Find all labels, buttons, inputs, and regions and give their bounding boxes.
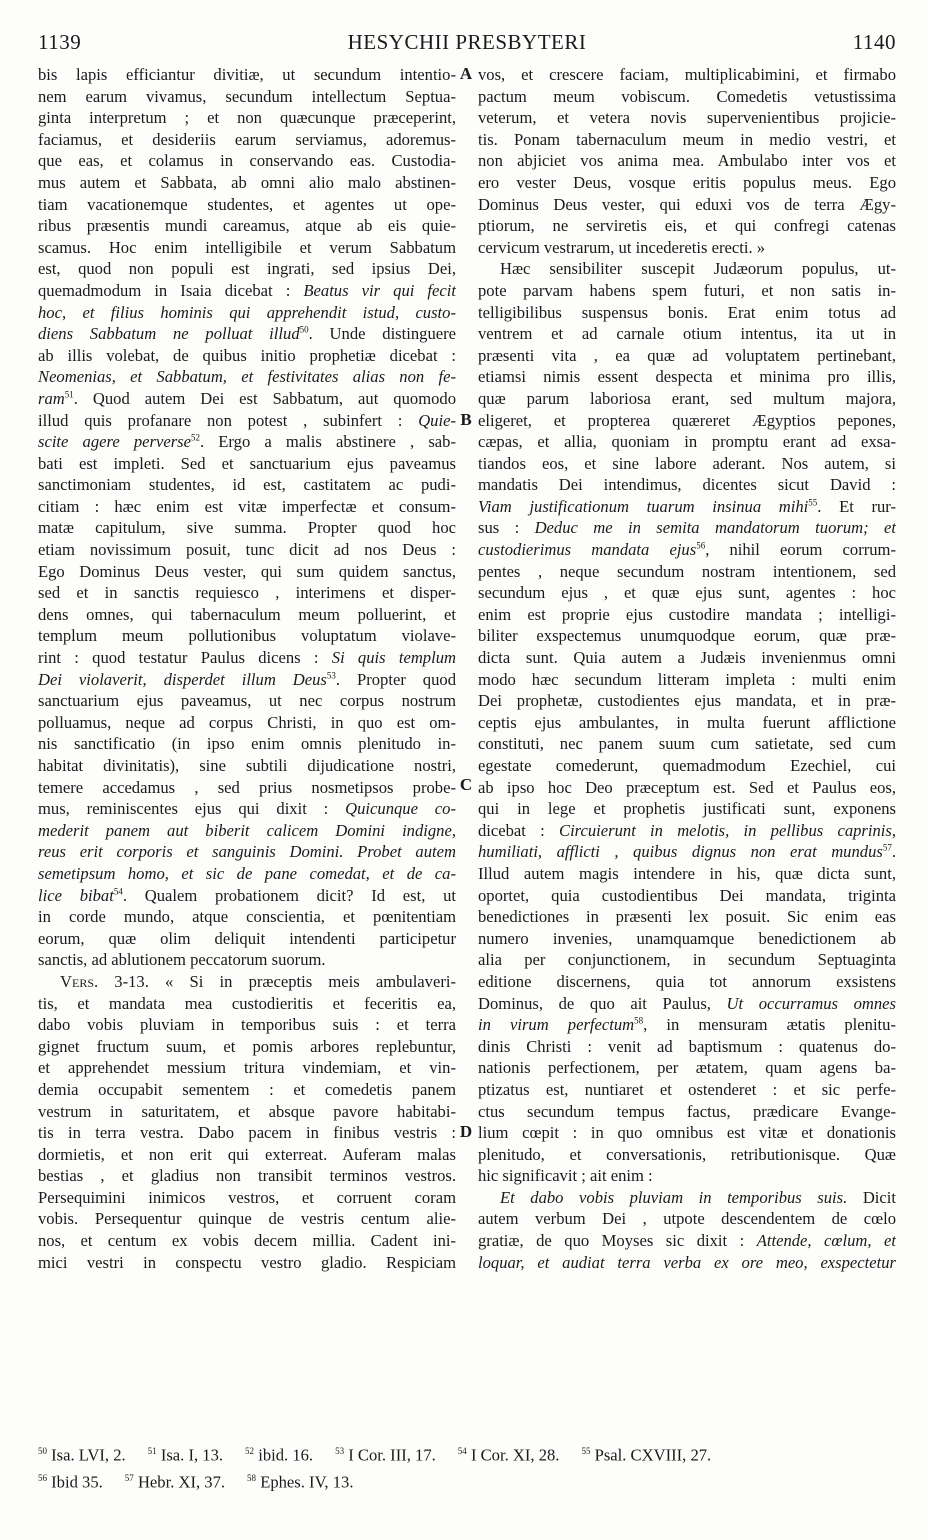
text-segment: dens omnes, qui tabernaculum meum polluerint, et xyxy=(38,604,456,624)
text-segment: etiam novissimum posuit, tunc dicit ad nos Deus : xyxy=(38,540,456,560)
text-segment: ero vester Deus, vosque eritis populus meus. Ego xyxy=(478,172,896,192)
text-segment: plenitudo, et conversationis, retributionisque. Quæ xyxy=(478,1144,896,1164)
text-line xyxy=(38,431,456,453)
text-segment: numero invenies, unamquamque benedictionem ab xyxy=(478,928,896,948)
text-segment: veterum, et vetera novis supervenientibus projicie- xyxy=(478,108,896,128)
text-line xyxy=(478,690,896,712)
text-line xyxy=(38,453,456,475)
footnote-text: ibid. 16. xyxy=(258,1445,314,1465)
text-line xyxy=(478,669,896,691)
text-segment: templum meum pollutionibus voluptatum violave- xyxy=(38,626,456,646)
footnote-ref: 57 xyxy=(882,842,892,853)
text-segment: . Et rur- xyxy=(817,496,896,516)
text-line xyxy=(38,1187,456,1209)
text-line xyxy=(38,474,456,496)
text-line xyxy=(38,582,456,604)
text-segment: loquar, et audiat terra verba ex ore meo, exspectetur xyxy=(478,1252,896,1272)
text-segment: matæ capitulum, sive summa. Propter quod hoc xyxy=(38,518,456,538)
text-segment: faciamus, et desideriis earum serviamus, adoremus- xyxy=(38,129,456,149)
text-segment: scamus. Hoc enim intelligibile et verum Sabbatum xyxy=(38,237,456,257)
footnote-number: 54 xyxy=(457,1446,467,1456)
text-segment: Dominus Deus vester, qui eduxi vos de terra Ægy- xyxy=(478,194,896,214)
text-line xyxy=(478,906,896,928)
text-segment: que eas, et colamus in conservando eas. Custodia- xyxy=(38,151,456,171)
footnote-ref: 50 xyxy=(299,324,309,335)
margin-marker-c: C xyxy=(459,775,473,794)
text-line xyxy=(478,712,896,734)
footnote xyxy=(458,1440,560,1467)
footnote-number: 52 xyxy=(245,1446,255,1456)
text-line xyxy=(478,798,896,820)
text-line xyxy=(38,539,456,561)
text-line xyxy=(38,604,456,626)
text-line xyxy=(38,1036,456,1058)
text-line xyxy=(478,971,896,993)
text-segment: ctus secundum tempus factus, prædicare Evange- xyxy=(478,1101,896,1121)
footnote xyxy=(581,1440,711,1467)
text-segment: cæpas, et allia, quoniam in promptu erant ad exsa- xyxy=(478,432,896,452)
text-line xyxy=(478,1101,896,1123)
text-segment: demia occupabit sementem : et comedetis panem xyxy=(38,1079,456,1099)
text-segment: Dei violaverit, disperdet illum Deus xyxy=(38,669,327,689)
text-segment: Deduc me in semita mandatorum tuorum; et xyxy=(534,518,896,538)
text-line xyxy=(38,625,456,647)
text-line xyxy=(478,1252,896,1274)
footnote-number: 51 xyxy=(147,1446,157,1456)
text-segment: sanctuarium ejus paveamus, ut nec corpus nostrum xyxy=(38,691,456,711)
text-line xyxy=(38,1144,456,1166)
text-line xyxy=(38,302,456,324)
footnote-ref: 55 xyxy=(808,497,818,508)
text-segment: illud quis profanare non potest , subinfert : xyxy=(38,410,419,430)
text-line xyxy=(38,949,456,971)
footnote xyxy=(247,1467,353,1494)
text-segment: hoc, et filius hominis qui apprehendit istud, custo- xyxy=(38,302,456,322)
text-line xyxy=(478,755,896,777)
text-line xyxy=(478,841,896,863)
text-segment: sanctis, ad ablutionem peccatorum suorum. xyxy=(38,950,326,970)
text-segment: dormietis, et non erit qui exterreat. Auferam malas xyxy=(38,1144,456,1164)
right-column xyxy=(478,64,896,1273)
text-line xyxy=(38,993,456,1015)
text-line xyxy=(38,669,456,691)
text-line xyxy=(478,863,896,885)
text-line xyxy=(478,150,896,172)
text-segment: reus erit corporis et sanguinis Domini. Probet autem xyxy=(38,842,456,862)
text-segment: editione discernens, quia tot annorum exsistens xyxy=(478,971,896,991)
text-segment: diens Sabbatum ne polluat illud xyxy=(38,324,300,344)
text-segment: et apprehendet messium tritura vindemiam, et vin- xyxy=(38,1058,456,1078)
text-segment: mus, reminiscentes ejus qui dixit : xyxy=(38,799,346,819)
text-segment: biliter exspectemus unumquodque eorum, quæ præ- xyxy=(478,626,896,646)
footnote-text: Isa. LVI, 2. xyxy=(51,1445,126,1465)
text-line xyxy=(38,820,456,842)
text-segment: in virum perfectum xyxy=(478,1015,635,1035)
text-segment: qui in lege et prophetis justificati sunt, exponens xyxy=(478,799,896,819)
text-segment: . Qualem probationem dicit? Id est, ut xyxy=(122,885,456,905)
text-segment: custodierimus mandata ejus xyxy=(478,540,697,560)
running-header xyxy=(38,30,896,60)
footnote-text: Isa. I, 13. xyxy=(160,1445,224,1465)
text-segment: dicta sunt. Quia autem a Judæis invenienmus omni xyxy=(478,648,896,668)
text-segment: Circuierunt in melotis, in pellibus caprinis, xyxy=(559,820,896,840)
text-segment: bis lapis efficiantur divitiæ, ut secundum intentio- xyxy=(38,65,456,84)
text-line xyxy=(478,993,896,1015)
text-line xyxy=(38,798,456,820)
text-segment: ptizatus est, nuntiaret et ostenderet : et sic perfe- xyxy=(478,1079,896,1099)
text-line xyxy=(478,885,896,907)
text-segment: polluamus, neque ad corpus Christi, in quo est om- xyxy=(38,712,456,732)
footnote-text: Ephes. IV, 13. xyxy=(260,1472,354,1492)
text-line xyxy=(478,539,896,561)
text-line xyxy=(38,410,456,432)
margin-marker-a: A xyxy=(459,64,473,83)
text-segment: 3-13. « Si in præceptis meis ambulaveri- xyxy=(98,971,456,991)
text-line xyxy=(478,410,896,432)
text-segment: dicebat : xyxy=(478,820,559,840)
text-segment: ventrem et ad carnale otium intentus, ita ut in xyxy=(478,324,896,344)
text-line xyxy=(38,971,456,993)
text-segment: Dominus, de quo ait Paulus, xyxy=(478,993,727,1013)
text-line xyxy=(38,86,456,108)
text-segment: sanctimoniam studentes, id est, castitatem ac pudi- xyxy=(38,475,456,495)
page-number-right: 1140 xyxy=(852,30,896,54)
text-line xyxy=(38,64,456,86)
text-line xyxy=(38,906,456,928)
text-line xyxy=(478,820,896,842)
text-segment: eorum, quæ olim deliquit intendenti participetur xyxy=(38,928,456,948)
text-segment: . Unde distinguere xyxy=(308,324,456,344)
text-segment: eligeret, et propterea quæreret Ægyptios pepones, xyxy=(478,410,896,430)
footnote-number: 58 xyxy=(247,1472,257,1483)
text-segment: hic significavit ; ait enim : xyxy=(478,1166,653,1186)
text-line xyxy=(38,1057,456,1079)
text-segment: ribus præsentis mundi careamus, atque ab eis quie- xyxy=(38,216,456,236)
text-segment: Et dabo vobis pluviam in temporibus suis. xyxy=(500,1187,848,1207)
text-segment: egestate comederunt, quemadmodum Ezechiel, cui xyxy=(478,756,896,775)
left-column xyxy=(38,64,456,1273)
text-segment: dabo vobis pluviam in temporibus suis : et terra xyxy=(38,1015,456,1035)
text-segment: præsenti vita , ea quæ ad voluptatem pertinebant, xyxy=(478,345,896,365)
footnote-line xyxy=(38,1440,896,1467)
text-segment: tis. Ponam tabernaculum meum in medio vestri, et xyxy=(478,129,896,149)
text-segment: nos, et centum ex vobis decem millia. Cadent ini- xyxy=(38,1231,456,1251)
text-segment: quemadmodum in Isaia dicebat : xyxy=(38,280,304,300)
text-line xyxy=(38,237,456,259)
text-segment: Viam justificationum tuarum insinua mihi xyxy=(478,496,809,516)
text-segment: etiamsi nimis essent despecta et minima pro illis, xyxy=(478,367,896,387)
text-line xyxy=(478,388,896,410)
text-line xyxy=(478,604,896,626)
footnote xyxy=(148,1440,223,1467)
text-segment: Beatus vir qui fecit xyxy=(303,280,456,300)
footnote-line xyxy=(38,1467,896,1494)
text-segment: Persequimini inimicos vestros, et corruent coram xyxy=(38,1187,456,1207)
text-segment: Quicunque co- xyxy=(345,799,456,819)
text-line xyxy=(38,1230,456,1252)
text-line xyxy=(38,129,456,151)
text-segment: ginta interpretum ; et non quæcunque præceperint, xyxy=(38,108,456,128)
text-line xyxy=(478,215,896,237)
text-segment: mederit panem aut biberit calicem Domini indigne, xyxy=(38,820,456,840)
text-segment: Attende, cœlum, et xyxy=(756,1231,896,1251)
text-segment: ab ipso hoc Deo præceptum est. Sed et Paulus eos, xyxy=(478,777,896,797)
text-segment: alia per conjunctionem, in secundum Septuaginta xyxy=(478,950,896,970)
text-segment: Neomenias, et Sabbatum, et festivitates alias non fe- xyxy=(38,367,456,387)
text-line xyxy=(38,517,456,539)
text-line xyxy=(478,323,896,345)
text-line xyxy=(478,1079,896,1101)
margin-marker-d: D xyxy=(459,1122,473,1141)
text-line xyxy=(478,517,896,539)
text-line xyxy=(478,1230,896,1252)
text-line xyxy=(38,885,456,907)
footnote xyxy=(38,1440,126,1467)
text-line xyxy=(478,474,896,496)
text-line xyxy=(478,172,896,194)
text-segment: humiliati, afflicti , quibus dignus non erat mundus xyxy=(478,842,883,862)
text-segment: nationis perfectionem, per ætatem, quam agens ba- xyxy=(478,1058,896,1078)
text-segment: ptiorum, ne serviretis eis, et qui confregi catenas xyxy=(478,216,896,236)
text-line xyxy=(38,1165,456,1187)
text-line xyxy=(38,647,456,669)
text-line xyxy=(38,388,456,410)
text-segment: non abjiciet vos anima mea. Ambulabo inter vos et xyxy=(478,151,896,171)
text-segment: bestias , et gladius non transibit terminos vestros. xyxy=(38,1166,456,1186)
text-segment: est, quod non populi est ingrati, sed ipsius Dei, xyxy=(38,259,456,279)
text-segment: lium cœpit : in quo omnibus est vitæ et donationis xyxy=(478,1123,896,1143)
text-segment: , in mensuram ætatis plenitu- xyxy=(643,1015,896,1035)
text-segment: nem earum vivamus, secundum intellectum Septua- xyxy=(38,86,456,106)
footnote xyxy=(335,1440,436,1467)
text-line xyxy=(38,690,456,712)
text-segment: Hæc sensibiliter suscepit Judæorum populus, ut- xyxy=(500,259,896,279)
text-line xyxy=(38,841,456,863)
text-line xyxy=(478,453,896,475)
text-segment: Ego Dominus Deus vester, qui sum quidem sanctus, xyxy=(38,561,456,581)
footnote-number: 55 xyxy=(581,1446,591,1456)
text-segment: cervicum vestrarum, ut incederetis erecti. » xyxy=(478,237,766,257)
text-segment: nis sanctificatio (in ipso enim omnis plenitudo in- xyxy=(38,734,456,754)
text-line xyxy=(38,280,456,302)
text-segment: vobis. Persequentur quinque de vestris centum alie- xyxy=(38,1209,456,1229)
text-line xyxy=(478,928,896,950)
footnote-ref: 51 xyxy=(64,389,74,400)
text-line xyxy=(478,366,896,388)
footnote-text: I Cor. III, 17. xyxy=(348,1445,436,1465)
text-line xyxy=(38,323,456,345)
text-line xyxy=(478,582,896,604)
text-line xyxy=(478,733,896,755)
text-line xyxy=(478,949,896,971)
footnote xyxy=(245,1440,313,1467)
footnote-text: Psal. CXVIII, 27. xyxy=(594,1445,712,1465)
text-line xyxy=(478,431,896,453)
footnote-ref: 53 xyxy=(326,670,336,681)
footnote-text: Hebr. XI, 37. xyxy=(137,1472,226,1492)
text-segment: dinis Christi : venit ad baptismum : quatenus do- xyxy=(478,1036,896,1056)
text-segment: pentes , neque secundum nostram intentionem, sed xyxy=(478,561,896,581)
footnote-number: 53 xyxy=(335,1446,345,1456)
text-segment: gratiæ, de quo Moyses sic dixit : xyxy=(478,1231,757,1251)
text-segment: Quie- xyxy=(418,410,456,430)
text-segment: Ut occurramus omnes xyxy=(726,993,896,1013)
text-line xyxy=(478,64,896,86)
text-line xyxy=(478,194,896,216)
text-segment: Vers. xyxy=(60,971,99,991)
text-segment: pactum meum vobiscum. Comedetis vetustissima xyxy=(478,86,896,106)
text-line xyxy=(38,561,456,583)
text-line xyxy=(38,1079,456,1101)
footnote-ref: 56 xyxy=(696,540,706,551)
text-line xyxy=(38,733,456,755)
text-segment: . Propter quod xyxy=(335,669,456,689)
text-segment: mandatis Dei intendimus, dicentes sicut David : xyxy=(478,475,896,495)
text-line xyxy=(38,1252,456,1274)
text-segment: telligibilibus suspensus bonis. Erat enim totus ad xyxy=(478,302,896,322)
text-segment: rint : quod testatur Paulus dicens : xyxy=(38,648,332,668)
text-segment: secundum ejus , et quæ ejus sunt, agentes : hoc xyxy=(478,583,896,603)
text-line xyxy=(478,1057,896,1079)
text-line xyxy=(478,1014,896,1036)
footnote xyxy=(125,1467,225,1494)
text-segment: in corde mundo, atque conscientia, et pœnitentiam xyxy=(38,907,456,927)
text-segment: temere accedamus , sed prius nosmetipsos probe- xyxy=(38,777,456,797)
text-line xyxy=(478,129,896,151)
text-segment: Illud autem magis intendere in his, quæ dicta sunt, xyxy=(478,863,896,883)
page-number-left: 1139 xyxy=(38,30,82,54)
footnotes xyxy=(38,1440,896,1493)
footnote-number: 56 xyxy=(38,1472,47,1483)
text-segment: tis, et mandata mea custodieritis et feceritis ea, xyxy=(38,993,456,1013)
text-line xyxy=(478,237,896,259)
text-segment: tiandos eos, et sine labore aderant. Nos autem, si xyxy=(478,453,896,473)
text-line xyxy=(38,928,456,950)
text-line xyxy=(478,625,896,647)
text-segment: bati est impleti. Sed et sanctuarium ejus paveamus xyxy=(38,453,456,473)
text-line xyxy=(38,712,456,734)
text-segment: . Quod autem Dei est Sabbatum, aut quomodo xyxy=(73,388,456,408)
text-line xyxy=(478,777,896,799)
text-line xyxy=(478,280,896,302)
text-segment: lice bibat xyxy=(38,885,114,905)
text-line xyxy=(38,215,456,237)
text-line xyxy=(478,302,896,324)
text-segment: quæ parum laboriosa erant, sed multum majora, xyxy=(478,388,896,408)
text-segment: semetipsum homo, et sic de pane comedat, et de ca- xyxy=(38,863,456,883)
text-segment: scite agere perverse xyxy=(38,432,191,452)
text-segment: vos, et crescere faciam, multiplicabimini, et firmabo xyxy=(478,65,896,84)
footnote-ref: 54 xyxy=(113,886,123,897)
footnote-text: Ibid 35. xyxy=(51,1472,103,1492)
text-segment: gignet fructum suum, et pomis arbores replebuntur, xyxy=(38,1036,456,1056)
text-line xyxy=(478,647,896,669)
text-line xyxy=(38,496,456,518)
text-segment: vestrum in saturitatem, et absque pavore habitabi- xyxy=(38,1101,456,1121)
text-segment: . xyxy=(891,842,896,862)
text-line xyxy=(478,1036,896,1058)
footnote-number: 50 xyxy=(38,1446,47,1456)
text-line xyxy=(38,1122,456,1144)
text-segment: pote parvam habens spem futuri, et non satis in- xyxy=(478,280,896,300)
text-line xyxy=(38,150,456,172)
text-segment: mici vestri in conspectu vestro gladio. Respiciam xyxy=(38,1252,456,1272)
text-segment: tiam vacationemque studentes, et agentes ut ope- xyxy=(38,194,456,214)
footnote-ref: 52 xyxy=(191,432,200,443)
text-line xyxy=(38,777,456,799)
text-segment: citiam : hæc enim est vitæ imperfectæ et consum- xyxy=(38,496,456,516)
text-line xyxy=(478,561,896,583)
text-segment: modo hæc secundum litteram impleta : multi enim xyxy=(478,669,896,689)
text-segment: sus : xyxy=(478,518,535,538)
text-line xyxy=(38,1208,456,1230)
text-line xyxy=(38,345,456,367)
text-segment: Si quis templum xyxy=(331,648,456,668)
text-segment: oportet, quia custodientibus Dei mandata, triginta xyxy=(478,885,896,905)
text-line xyxy=(38,863,456,885)
text-segment: enim est proprie ejus custodire mandata ; intelligi- xyxy=(478,604,896,624)
text-segment: constituti, nec panem suum cum satietate, sed cum xyxy=(478,734,896,754)
footnote-ref: 58 xyxy=(634,1015,644,1026)
footnote-text: I Cor. XI, 28. xyxy=(470,1445,560,1465)
text-segment: tis in terra vestra. Dabo pacem in finibus vestris : xyxy=(38,1123,456,1143)
text-line xyxy=(38,107,456,129)
text-segment: ceptis ejus ambulantes, in multa fuerunt afflictione xyxy=(478,712,896,732)
text-line xyxy=(478,345,896,367)
text-line xyxy=(38,366,456,388)
text-segment: . Ergo a malis abstinere , sab- xyxy=(200,432,456,452)
text-segment: sed et in sanctis requiesco , interimens et disper- xyxy=(38,583,456,603)
text-segment: ab illis volebat, de quibus initio prophetiæ dicebat : xyxy=(38,345,456,365)
text-segment: habitat divinitatis), sine subtili dijudicatione nostri, xyxy=(38,756,456,775)
text-line xyxy=(38,1101,456,1123)
text-line xyxy=(478,1122,896,1144)
text-line xyxy=(38,755,456,777)
text-line xyxy=(478,258,896,280)
text-line xyxy=(478,86,896,108)
text-line xyxy=(478,1187,896,1209)
text-segment: Dicit xyxy=(847,1187,896,1207)
footnote xyxy=(38,1467,103,1494)
text-line xyxy=(478,1165,896,1187)
text-segment: autem verbum Dei , utpote descendentem de cœlo xyxy=(478,1209,896,1229)
text-segment: benedictiones in præsenti lex posuit. Sic enim eas xyxy=(478,907,896,927)
margin-marker-b: B xyxy=(460,410,472,429)
text-segment: mus autem et Sabbata, ab omni alio malo abstinen- xyxy=(38,172,456,192)
running-title: HESYCHII PRESBYTERI xyxy=(347,30,587,54)
text-line xyxy=(478,1144,896,1166)
text-segment: Dei prophetæ, custodientes ejus mandata, et in præ- xyxy=(478,691,896,711)
footnote-number: 57 xyxy=(124,1472,134,1483)
text-line xyxy=(38,1014,456,1036)
text-line xyxy=(38,194,456,216)
text-segment: , nihil eorum corrum- xyxy=(705,540,896,560)
text-line xyxy=(38,258,456,280)
text-line xyxy=(38,172,456,194)
text-segment: ram xyxy=(38,388,65,408)
text-line xyxy=(478,107,896,129)
text-line xyxy=(478,1208,896,1230)
text-line xyxy=(478,496,896,518)
